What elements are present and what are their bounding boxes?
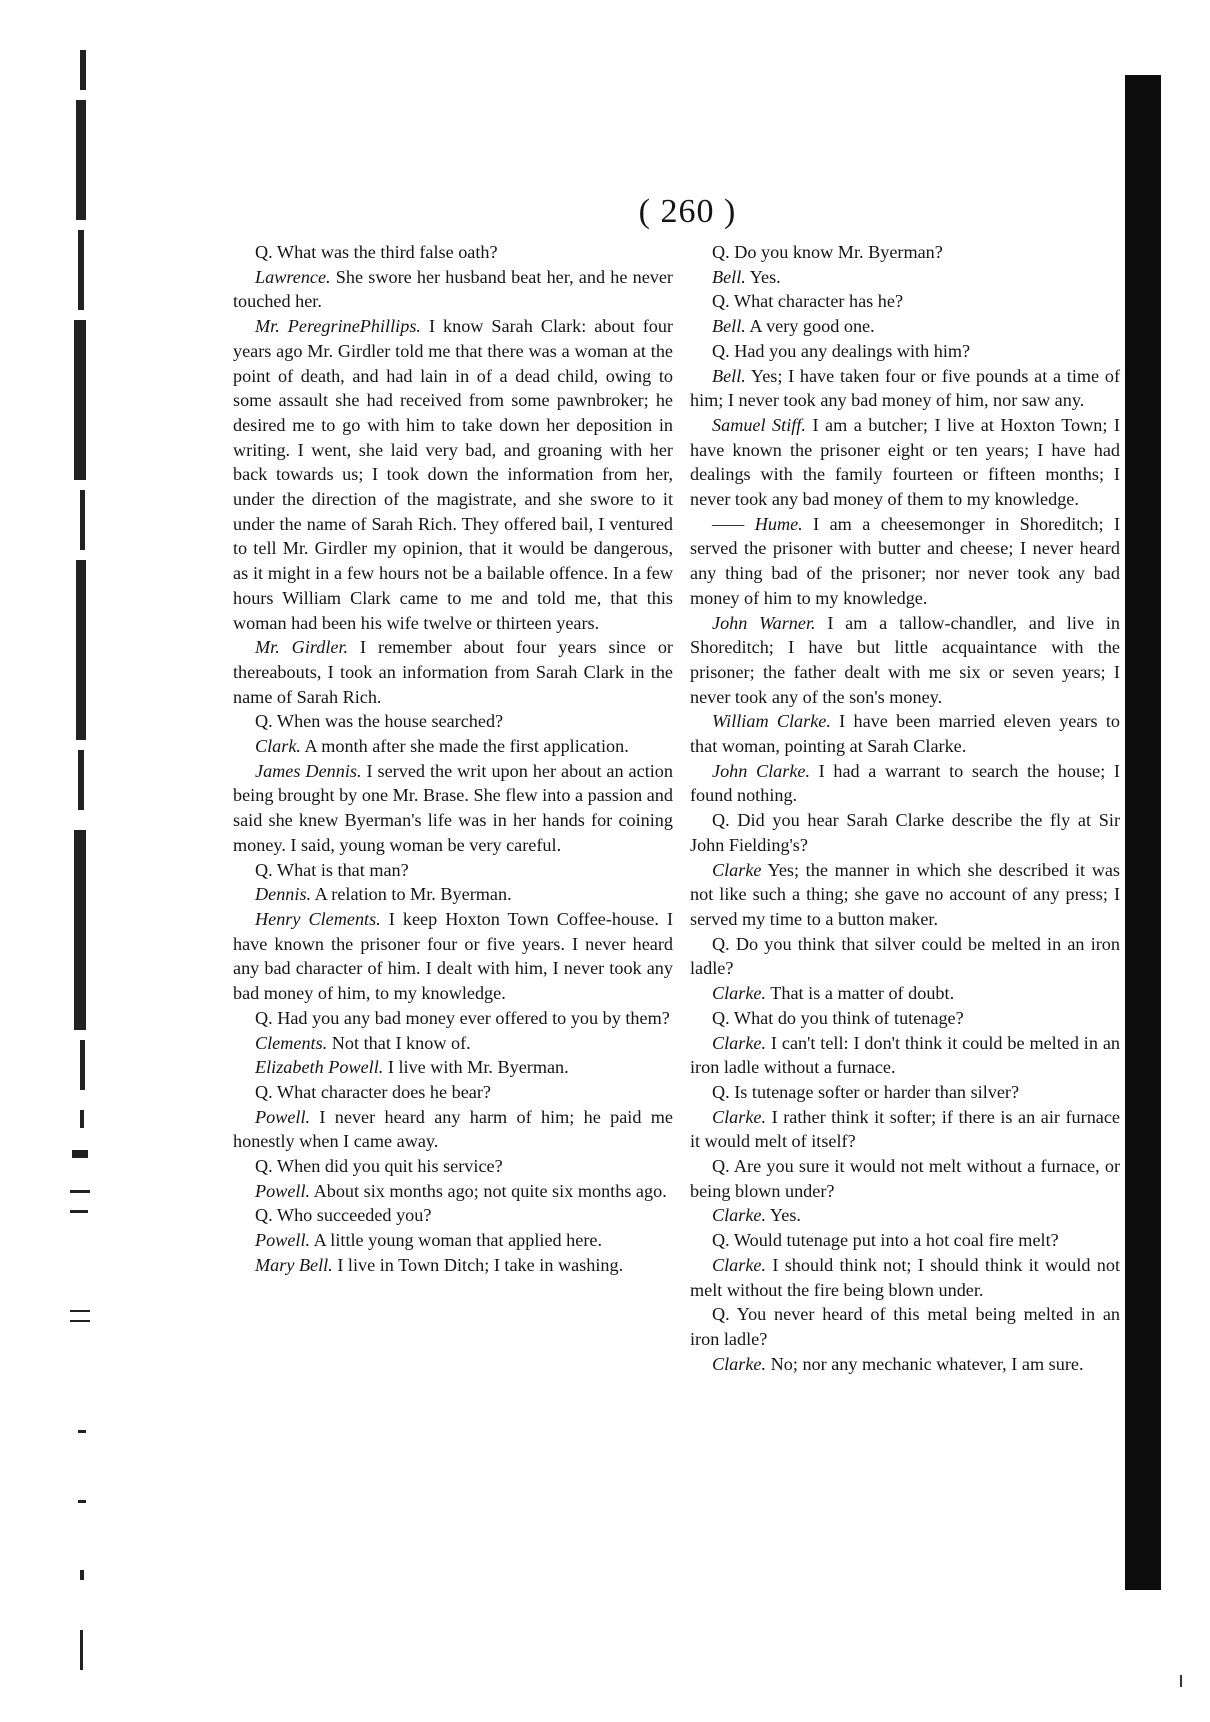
testimony-paragraph [233,635,673,709]
testimony-paragraph [233,858,673,883]
testimony-text: A little young woman that applied here. [310,1230,603,1251]
speaker-name: Bell. [712,316,746,337]
testimony-paragraph [690,808,1120,857]
testimony-text: Q. When was the house searched? [255,711,504,732]
testimony-text: Yes; I have taken four or five pounds at a time of him; I never took any bad money of him, nor saw any. [690,365,1120,411]
testimony-text: Q. You never heard of this metal being melted in an iron ladle? [690,1304,1120,1349]
testimony-paragraph [690,858,1120,932]
testimony-text: I live with Mr. Byerman. [383,1057,569,1078]
testimony-paragraph [233,1154,673,1179]
testimony-paragraph [690,709,1120,758]
testimony-paragraph [690,981,1120,1006]
page-edge-shadow [1125,75,1161,1590]
testimony-paragraph [233,1105,673,1154]
testimony-paragraph [233,1179,673,1204]
testimony-paragraph [233,240,673,265]
speaker-name: Clements. [255,1032,328,1053]
testimony-paragraph [233,265,673,314]
testimony-paragraph [233,314,673,635]
testimony-text: A very good one. [745,316,875,337]
testimony-text: Q. Would tutenage put into a hot coal fire melt? [712,1230,1059,1251]
testimony-paragraph [233,1055,673,1080]
speaker-name: Clarke [712,859,762,880]
testimony-text: Q. Are you sure it would not melt without a furnace, or being blown under? [690,1156,1120,1201]
testimony-text: I remember about four years since or thereabouts, I took an information from Sarah Clark in the name of Sarah Rich. [233,637,673,707]
speaker-name: Samuel Stiff. [712,414,806,435]
testimony-paragraph [690,1203,1120,1228]
speaker-name: Bell. [712,365,746,386]
testimony-text: Yes. [766,1205,801,1226]
testimony-paragraph [690,1253,1120,1302]
testimony-text: Q. Did you hear Sarah Clarke describe the fly at Sir John Fielding's? [690,810,1120,855]
testimony-text: No; nor any mechanic whatever, I am sure. [766,1353,1084,1374]
testimony-paragraph [690,265,1120,290]
speaker-name: Clarke. [712,1032,767,1053]
testimony-paragraph [233,882,673,907]
testimony-paragraph [690,364,1120,413]
testimony-paragraph [690,759,1120,808]
testimony-text: A month after she made the first application. [300,736,629,757]
testimony-text: Q. Do you know Mr. Byerman? [712,242,943,262]
testimony-paragraph [690,1006,1120,1031]
testimony-text: Q. Is tutenage softer or harder than silver? [712,1081,1020,1102]
speaker-name: Lawrence. [255,266,331,287]
left-column [233,240,673,1278]
speaker-name: Clark. [255,736,301,757]
testimony-paragraph [690,289,1120,314]
testimony-paragraph [233,734,673,759]
testimony-text: Q. When did you quit his service? [255,1156,503,1177]
testimony-text: I never heard any harm of him; he paid me honestly when I came away. [233,1106,673,1152]
testimony-text: I have been married eleven years to that woman, pointing at Sarah Clarke. [690,711,1120,757]
testimony-text: I had a warrant to search the house; I found nothing. [690,760,1120,806]
testimony-text: I live in Town Ditch; I take in washing. [332,1254,624,1275]
speaker-name: John Clarke. [712,760,811,781]
testimony-paragraph [690,1105,1120,1154]
speaker-name: Mary Bell. [255,1254,333,1275]
testimony-paragraph [690,1154,1120,1203]
testimony-paragraph [690,512,1120,611]
speaker-name: Powell. [255,1106,311,1127]
speaker-name: William Clarke. [712,711,831,732]
testimony-text: Q. What do you think of tutenage? [712,1007,964,1028]
testimony-text: A relation to Mr. Byerman. [311,884,512,905]
testimony-text: I keep Hoxton Town Coffee-house. I have known the prisoner four or five years. I never heard any bad character of him. I dealt with him, I never took any bad money of him, to my knowledge. [233,908,674,1004]
testimony-text: Q. Do you think that silver could be melted in an iron ladle? [690,933,1120,979]
right-column [690,240,1120,1376]
speaker-name: Powell. [255,1180,311,1201]
speaker-name: Bell. [712,266,746,287]
testimony-text: I know Sarah Clark: about four years ago Mr. Girdler told me that there was a woman at the point of death, and had lain in of a dead child, owing to some assault she had received from some pawnbroker; he desired me to go with him to take down her deposition in writing. I went, she laid very bad, and groaning with her back towards us; I took down the information from her, under the direction of the magistrate, and she swore to it under the name of Sarah Rich. They offered bail, I ventured to tell Mr. Girdler my opinion, that it would be dangerous, as it might in a few hours not be a bailable offence. In a few hours William Clark came to me and told me, that this woman had been his wife twelve or thirteen years. [233,316,673,633]
speaker-name: Powell. [255,1230,311,1251]
speaker-name: Dennis. [255,884,312,905]
testimony-paragraph [233,1203,673,1228]
testimony-paragraph [233,709,673,734]
testimony-paragraph [233,1080,673,1105]
speaker-name: Clarke. [712,983,767,1004]
binding-mark [1180,1675,1182,1687]
testimony-paragraph [233,1253,673,1278]
testimony-text: I rather think it softer; if there is an air furnace it would melt of itself? [690,1106,1120,1152]
testimony-paragraph [690,413,1120,512]
testimony-text: I am a tallow-chandler, and live in Shoreditch; I have but little acquaintance with the prisoner; the father dealt with me six or seven years; I never took any of the son's money. [690,612,1120,707]
speaker-name: Clarke. [712,1205,767,1226]
testimony-paragraph [690,611,1120,710]
testimony-text: She swore her husband beat her, and he never touched her. [233,266,673,312]
testimony-text: Yes. [745,266,781,287]
testimony-paragraph [690,1352,1120,1377]
testimony-text: Q. What character does he bear? [255,1081,491,1102]
speaker-name: Clarke. [712,1254,767,1275]
testimony-paragraph [690,1228,1120,1253]
testimony-paragraph [690,339,1120,364]
testimony-text: I served the writ upon her about an action being brought by one Mr. Brase. She flew into a passion and said she knew Byerman's life was in her hands for coining money. I said, young woman be very careful. [233,760,673,855]
testimony-paragraph [233,1031,673,1056]
speaker-name: Mr. PeregrinePhillips. [255,316,421,337]
speaker-name: —— Hume. [712,513,803,534]
testimony-text: Q. Had you any bad money ever offered to you by them? [255,1007,670,1028]
testimony-paragraph [233,1228,673,1253]
testimony-text: Q. Had you any dealings with him? [712,340,971,361]
testimony-paragraph [690,1080,1120,1105]
testimony-text: Q. Who succeeded you? [255,1205,432,1226]
testimony-text: Q. What character has he? [712,291,904,312]
testimony-text: Q. What is that man? [255,859,409,880]
binding-edge [0,30,110,1690]
testimony-paragraph [690,314,1120,339]
speaker-name: Clarke. [712,1106,767,1127]
speaker-name: Henry Clements. [255,908,381,929]
testimony-text: I am a butcher; I live at Hoxton Town; I have known the prisoner eight or ten years; I have had dealings with the family fourteen or fifteen months; I never took any bad money of them to my knowledge. [690,414,1120,510]
testimony-text: About six months ago; not quite six months ago. [310,1180,667,1201]
testimony-paragraph [233,759,673,858]
testimony-text: Q. What was the third false oath? [255,242,498,262]
page-number: ( 260 ) [638,193,737,230]
speaker-name: John Warner. [712,612,816,633]
speaker-name: Elizabeth Powell. [255,1057,384,1078]
testimony-paragraph [690,932,1120,981]
speaker-name: Clarke. [712,1353,767,1374]
testimony-paragraph [233,1006,673,1031]
speaker-name: James Dennis. [255,760,362,781]
testimony-text: That is a matter of doubt. [766,983,955,1004]
testimony-text: I can't tell: I don't think it could be melted in an iron ladle without a furnace. [690,1032,1120,1078]
testimony-paragraph [690,240,1120,265]
testimony-text: I should think not; I should think it would not melt without the fire being blown under. [690,1254,1120,1300]
testimony-text: I am a cheesemonger in Shoreditch; I served the prisoner with butter and cheese; I never heard any thing bad of the prisoner; nor never took any bad money of him to my knowledge. [690,513,1120,608]
testimony-paragraph [690,1031,1120,1080]
speaker-name: Mr. Girdler. [255,637,349,658]
testimony-text: Not that I know of. [327,1032,471,1053]
testimony-text: Yes; the manner in which she described it was not like such a thing; she gave no account of any press; I served my time to a button maker. [690,859,1120,929]
testimony-paragraph [233,907,673,1006]
testimony-paragraph [690,1302,1120,1351]
